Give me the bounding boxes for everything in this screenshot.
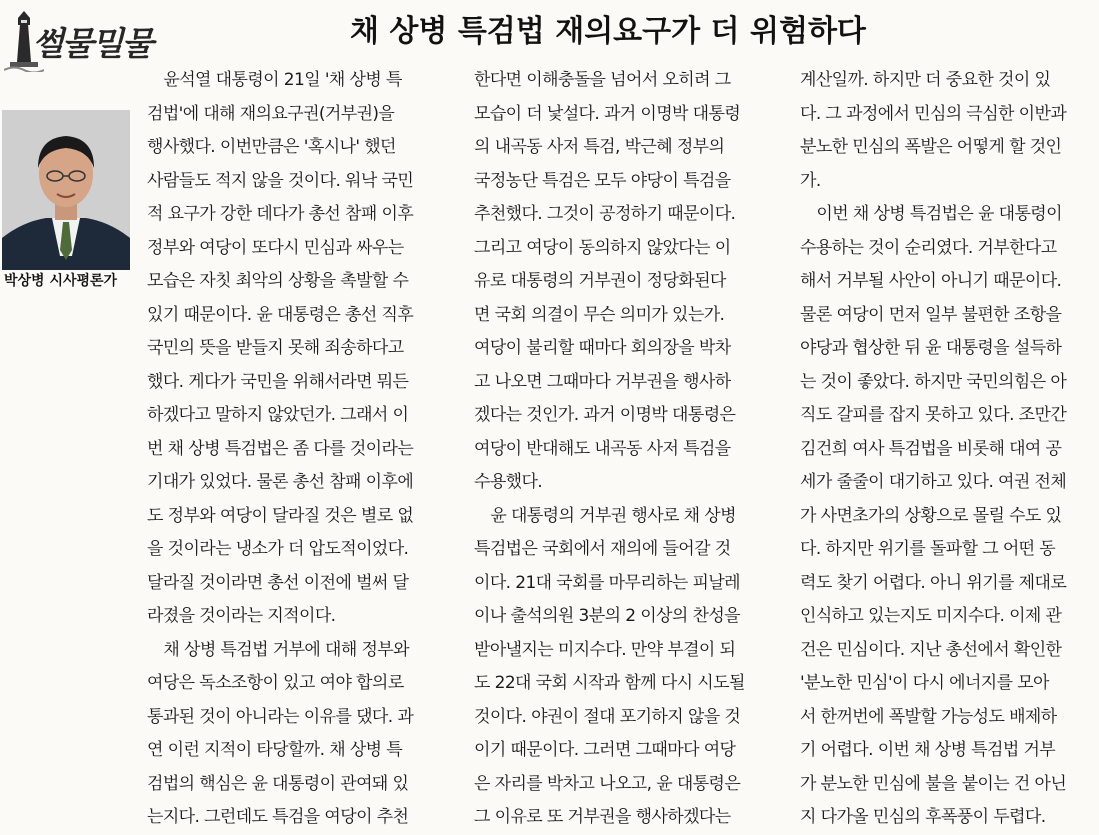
article-line: 국민의 뜻을 받들지 못해 죄송하다고 bbox=[147, 338, 404, 358]
article-line: 물론 여당이 먼저 일부 불편한 조항을 bbox=[800, 304, 1062, 325]
article-line: 건은 민심이다. 지난 총선에서 확인한 bbox=[800, 639, 1062, 660]
article-line: 이나 출석의원 3분의 2 이상의 찬성을 bbox=[474, 606, 740, 626]
author-caption: 박상병 시사평론가 bbox=[4, 273, 118, 289]
article-line: 달라질 것이라면 총선 이전에 벌써 달 bbox=[147, 572, 409, 593]
article-line: 하겠다고 말하지 않았던가. 그래서 이 bbox=[147, 405, 409, 425]
article-line: 은 자리를 박차고 나오고, 윤 대통령은 bbox=[474, 773, 741, 794]
article-line: 김건희 여사 특검법을 비롯해 대여 공 bbox=[800, 438, 1062, 459]
article-column-3 bbox=[800, 64, 1066, 835]
article-line: 있기 때문이다. 윤 대통령은 총선 직후 bbox=[147, 304, 414, 325]
article-line: 모습이 더 낯설다. 과거 이명박 대통령 bbox=[474, 103, 741, 124]
article-line: 검법'에 대해 재의요구권(거부권)을 bbox=[147, 103, 395, 124]
article-column-2 bbox=[474, 64, 745, 835]
article-line: 한다면 이해충돌을 넘어서 오히려 그 bbox=[474, 70, 731, 90]
article-line: 가 사면초가의 상황으로 몰릴 수도 있 bbox=[800, 505, 1062, 526]
article-line: 사람들도 적지 않을 것이다. 워낙 국민 bbox=[147, 170, 414, 191]
article-line: 윤 대통령의 거부권 행사로 채 상병 bbox=[474, 505, 736, 526]
article-line: 것이다. 야권이 절대 포기하지 않을 것 bbox=[474, 706, 741, 727]
article-line: 는지다. 그런데도 특검을 여당이 추천 bbox=[147, 807, 409, 827]
article-line: 적 요구가 강한 데다가 총선 참패 이후 bbox=[147, 204, 414, 224]
article-line: 라졌을 것이라는 지적이다. bbox=[147, 606, 336, 626]
article-line: 행사했다. 이번만큼은 '혹시나' 했던 bbox=[147, 137, 396, 157]
column-title: 썰물밀물 bbox=[32, 24, 152, 63]
article-line: 번 채 상병 특검법은 좀 다를 것이라는 bbox=[147, 438, 414, 459]
article-line: 도 정부와 여당이 달라질 것은 별로 없 bbox=[147, 505, 414, 526]
article-line: 지 다가올 민심의 후폭풍이 두렵다. bbox=[800, 807, 1046, 827]
article-line: 는 것이 좋았다. 하지만 국민의힘은 아 bbox=[800, 371, 1067, 392]
article-line: 다. 하지만 위기를 돌파할 그 어떤 동 bbox=[800, 539, 1056, 559]
article-line: 겠다는 것인가. 과거 이명박 대통령은 bbox=[474, 405, 736, 425]
article-line: 야당과 협상한 뒤 윤 대통령을 설득하 bbox=[800, 338, 1062, 358]
article-line: 여당은 독소조항이 있고 여야 합의로 bbox=[147, 673, 404, 693]
article-line: 채 상병 특검법 거부에 대해 정부와 bbox=[147, 639, 409, 660]
article-line: 검법의 핵심은 윤 대통령이 관여돼 있 bbox=[147, 773, 409, 794]
article-line: 가. bbox=[800, 170, 821, 191]
article-line: 면 국회 의결이 무슨 의미가 있는가. bbox=[474, 304, 725, 325]
article-line: 특검법은 국회에서 재의에 들어갈 것 bbox=[474, 539, 731, 559]
article-line: 여당이 불리할 때마다 회의장을 박차 bbox=[474, 338, 731, 358]
article-line: 직도 갈피를 잡지 못하고 있다. 조만간 bbox=[800, 405, 1067, 425]
article-line: 수용하는 것이 순리였다. 거부한다고 bbox=[800, 237, 1057, 258]
article-line: 유로 대통령의 거부권이 정당화된다 bbox=[474, 271, 726, 291]
article-line: 받아낼지는 미지수다. 만약 부결이 되 bbox=[474, 639, 736, 660]
article-line: 정부와 여당이 또다시 민심과 싸우는 bbox=[147, 237, 404, 258]
article-line: 국정농단 특검은 모두 야당이 특검을 bbox=[474, 170, 731, 191]
article-line: 기 어렵다. 이번 채 상병 특검법 거부 bbox=[800, 740, 1056, 760]
article-line: 그 이유로 또 거부권을 행사하겠다는 bbox=[474, 807, 731, 827]
article-line: 이번 채 상병 특검법은 윤 대통령이 bbox=[800, 204, 1062, 224]
column-logo bbox=[4, 10, 184, 70]
article-line: 을 것이라는 냉소가 더 압도적이었다. bbox=[147, 539, 409, 559]
article-line: 고 나오면 그때마다 거부권을 행사하 bbox=[474, 371, 731, 392]
article-line: 서 한꺼번에 폭발할 가능성도 배제하 bbox=[800, 706, 1057, 727]
article-line: 이기 때문이다. 그러면 그때마다 여당 bbox=[474, 740, 736, 760]
article-line: 의 내곡동 사저 특검, 박근혜 정부의 bbox=[474, 137, 725, 157]
article-line: 윤석열 대통령이 21일 '채 상병 특 bbox=[147, 70, 402, 90]
article-line: 통과된 것이 아니라는 이유를 댔다. 과 bbox=[147, 706, 414, 727]
article-line: 이다. 21대 국회를 마무리하는 피날레 bbox=[474, 572, 740, 593]
article-line: 기대가 있었다. 물론 총선 참패 이후에 bbox=[147, 472, 414, 492]
article-line: 수용했다. bbox=[474, 472, 543, 492]
article-column-1 bbox=[147, 64, 413, 835]
article-line: 추천했다. 그것이 공정하기 때문이다. bbox=[474, 204, 736, 224]
article-line: 도 22대 국회 시작과 함께 다시 시도될 bbox=[474, 673, 745, 693]
article-line: 인식하고 있는지도 미지수다. 이제 관 bbox=[800, 606, 1062, 626]
article-line: 세가 줄줄이 대기하고 있다. 여권 전체 bbox=[800, 472, 1067, 492]
article-line: 그리고 여당이 동의하지 않았다는 이 bbox=[474, 237, 731, 258]
article-line: 분노한 민심의 폭발은 어떻게 할 것인 bbox=[800, 137, 1062, 157]
article-line: '분노한 민심'이 다시 에너지를 모아 bbox=[800, 673, 1049, 693]
article-line: 여당이 반대해도 내곡동 사저 특검을 bbox=[474, 438, 731, 459]
article-line: 력도 찾기 어렵다. 아니 위기를 제대로 bbox=[800, 572, 1067, 593]
author-photo bbox=[2, 110, 130, 270]
article-line: 가 분노한 민심에 불을 붙이는 건 아닌 bbox=[800, 773, 1067, 794]
article-line: 다. 그 과정에서 민심의 극심한 이반과 bbox=[800, 103, 1067, 124]
article-line: 해서 거부될 사안이 아니기 때문이다. bbox=[800, 271, 1062, 291]
page-title: 채 상병 특검법 재의요구가 더 위험하다 bbox=[350, 14, 866, 49]
article-line: 모습은 자칫 최악의 상황을 촉발할 수 bbox=[147, 271, 409, 291]
article-line: 했다. 게다가 국민을 위해서라면 뭐든 bbox=[147, 371, 409, 392]
article-line: 연 이런 지적이 타당할까. 채 상병 특 bbox=[147, 740, 403, 760]
article-line: 계산일까. 하지만 더 중요한 것이 있 bbox=[800, 70, 1051, 90]
